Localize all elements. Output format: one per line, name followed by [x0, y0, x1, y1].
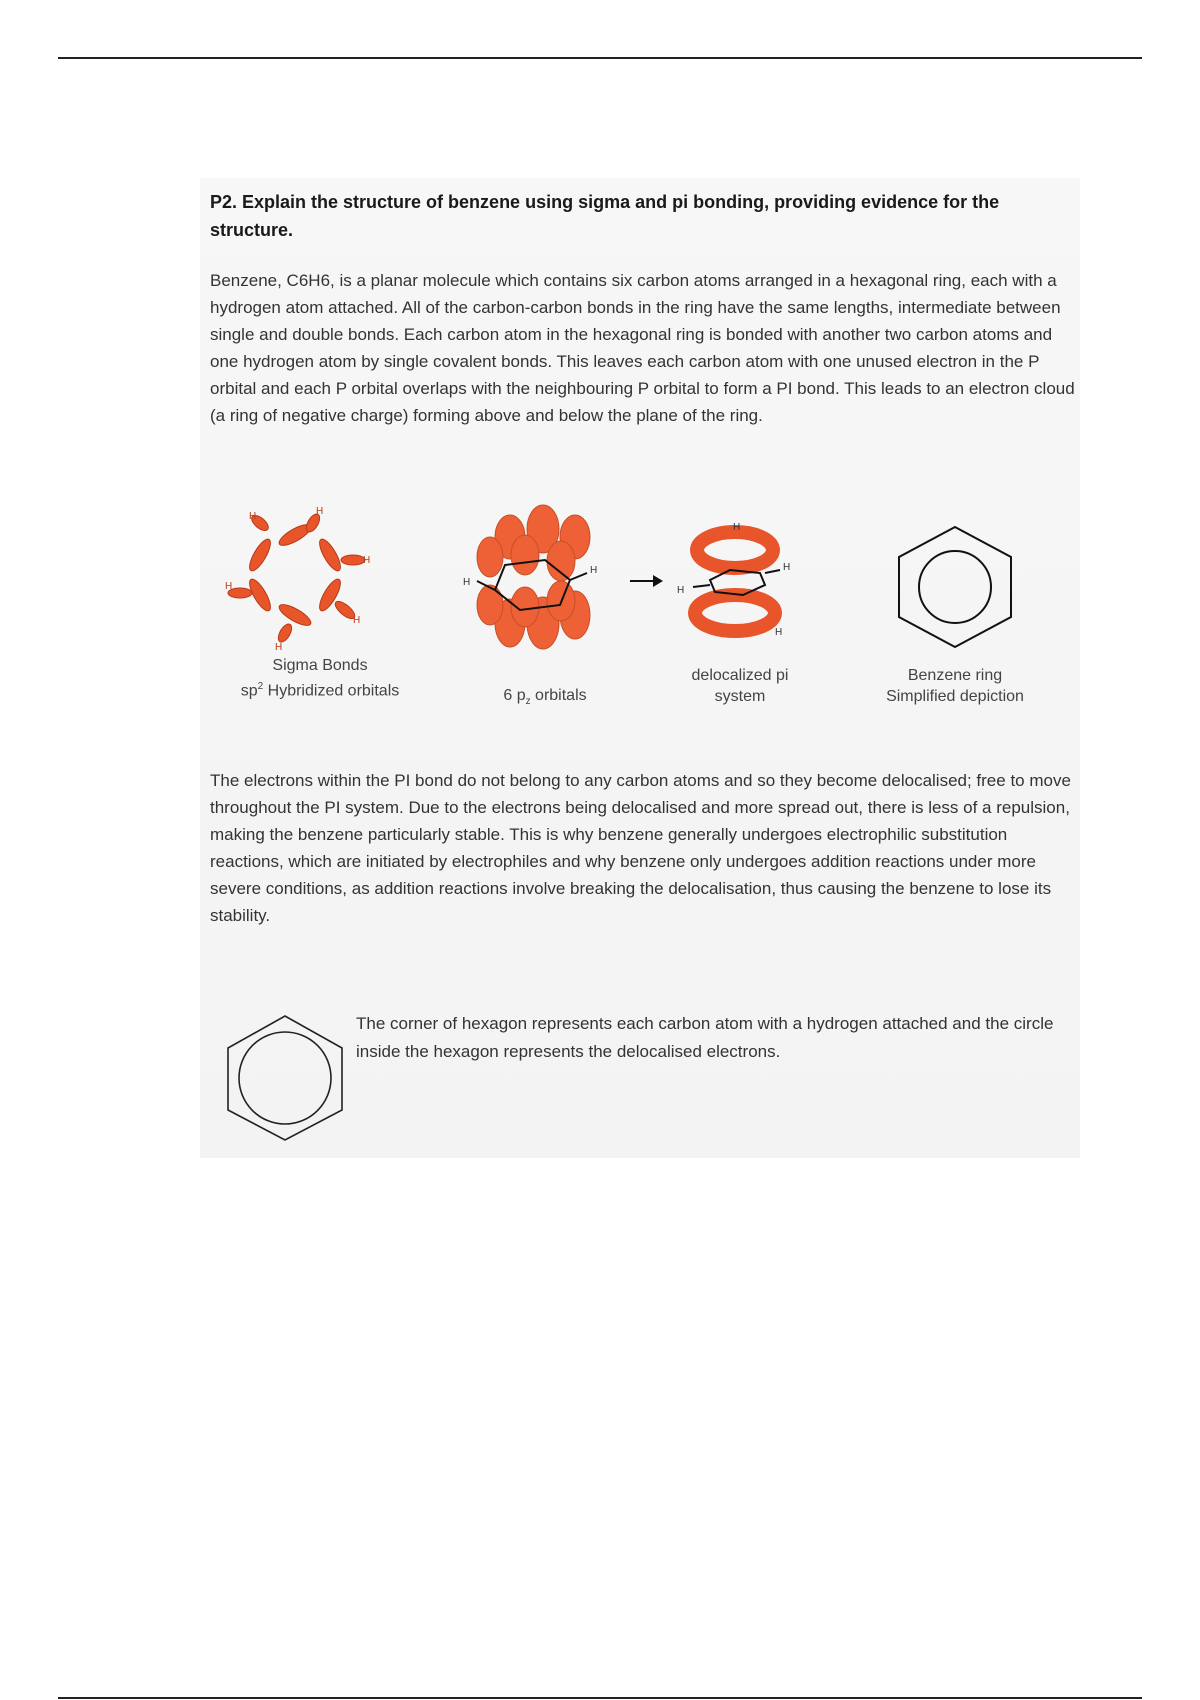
bonding-diagram — [225, 506, 1065, 655]
benzene-ring-caption: Benzene ring Simplified depiction — [886, 667, 1024, 705]
benzene-bonding-figure — [225, 506, 1065, 725]
paragraph-delocalisation: The electrons within the PI bond do not belong to any carbon atoms and so they become delocalised; free to move throughout the PI system. Due to the electrons being delocalised and more spread out, there is less of a repulsion, making the benzene particularly stable. This is why benzene generally undergoes electrophilic substitution reactions, which are initiated by electrophiles and why benzene only undergoes addition reactions under more severe conditions, as addition reactions involve breaking the delocalisation, thus causing the benzene to lose its stability. — [210, 771, 1071, 925]
question-heading: P2. Explain the structure of benzene using sigma and pi bonding, providing evidence for the structure. — [210, 192, 1000, 240]
benzene-hexagon-icon — [220, 1012, 350, 1144]
header-rule — [58, 57, 1142, 59]
benzene-ring-icon — [899, 527, 1011, 647]
sigma-caption-subtitle: $sp^2$ Hybridized orbitals — [240, 681, 400, 700]
atom-label: H — [733, 522, 741, 533]
atom-label: H — [249, 511, 257, 522]
p-orbitals — [477, 505, 590, 649]
atom-label: H — [775, 627, 783, 638]
delocalized-caption: delocalized pi system — [691, 667, 789, 705]
atom-label: H — [463, 577, 471, 588]
atom-label: H — [353, 615, 361, 626]
sigma-caption — [225, 655, 415, 701]
arrow-right-icon — [630, 575, 663, 587]
sigma-caption-title: Sigma Bonds — [272, 657, 368, 674]
footer-rule — [58, 1697, 1142, 1699]
delocalized-pi-rings — [693, 532, 780, 631]
atom-label: H — [677, 585, 685, 596]
atom-label: H — [590, 565, 598, 576]
atom-label: H — [275, 642, 283, 653]
atom-label: H — [363, 555, 371, 566]
p-orbitals-caption: 6 $p_z$ orbitals — [503, 687, 587, 708]
atom-label: H — [316, 506, 324, 517]
hexagon-explanation: The corner of hexagon represents each carbon atom with a hydrogen attached and the circle inside the hexagon represents the delocalised electrons. — [356, 1014, 1054, 1061]
sigma-bond-framework — [228, 512, 365, 644]
paragraph-structure: Benzene, C6H6, is a planar molecule which contains six carbon atoms arranged in a hexagonal ring, each with a hydrogen atom attached. All of the carbon-carbon bonds in the ring have the same lengths, intermediate between single and double bonds. Each carbon atom in the hexagonal ring is bonded with another two carbon atoms and one hydrogen atom by single covalent bonds. This leaves each carbon atom with one unused electron in the P orbital and each P orbital overlaps with the neighbouring P orbital to form a PI bond. This leads to an electron cloud (a ring of negative charge) forming above and below the plane of the ring. — [210, 271, 1075, 425]
atom-label: H — [783, 562, 791, 573]
atom-label: H — [225, 581, 233, 592]
